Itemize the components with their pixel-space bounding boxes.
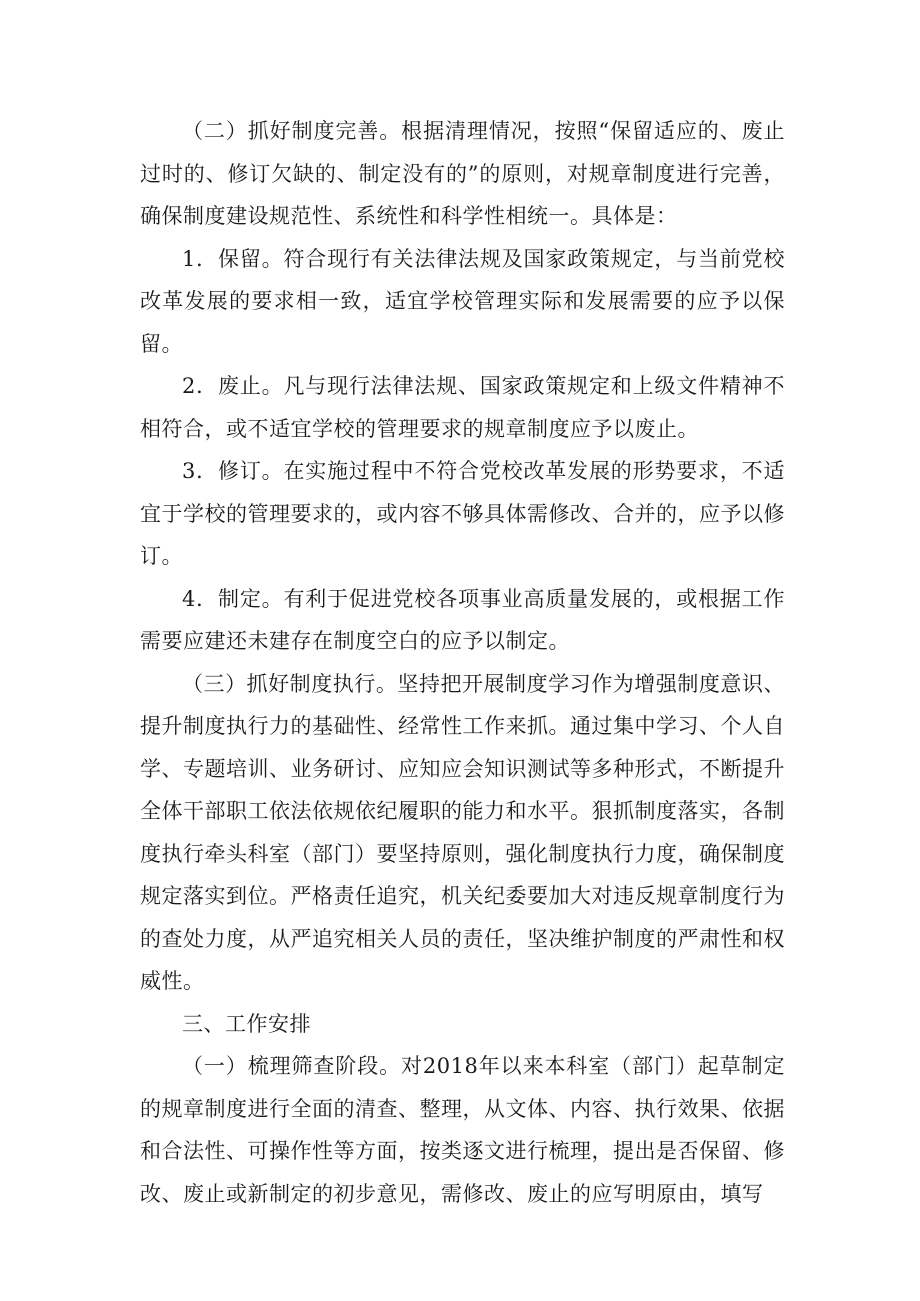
paragraph-item-retain: 1．保留。符合现行有关法律法规及国家政策规定，与当前党校改革发展的要求相一致，适宜学校管理实际和发展需要的应予以保留。 bbox=[140, 246, 785, 356]
paragraph-system-execution: （三）抓好制度执行。坚持把开展制度学习作为增强制度意识、提升制度执行力的基础性、经常性工作来抓。通过集中学习、个人自学、专题培训、业务研讨、应知应会知识测试等多种形式，不断提升全体干部职工依法依规依纪履职的能力和水平。狠抓制度落实，各制度执行牵头科室（部门）要坚持原则，强化制度执行力度，确保制度规定落实到位。严格责任追究，机关纪委要加大对违反规章制度行为的查处力度，从严追究相关人员的责任，坚决维护制度的严肃性和权威性。 bbox=[140, 671, 785, 993]
section-heading-work-arrangement: 三、工作安排 bbox=[182, 1011, 311, 1036]
paragraph-item-formulate: 4．制定。有利于促进党校各项事业高质量发展的，或根据工作需要应建还未建存在制度空白的应予以制定。 bbox=[140, 586, 785, 653]
paragraph-system-improvement: （二）抓好制度完善。根据清理情况，按照“保留适应的、废止过时的、修订欠缺的、制定没有的”的原则，对规章制度进行完善，确保制度建设规范性、系统性和科学性相统一。具体是： bbox=[140, 119, 785, 228]
document-body bbox=[140, 110, 785, 1215]
paragraph-screening-stage: （一）梳理筛查阶段。对2018年以来本科室（部门）起草制定的规章制度进行全面的清查、整理，从文体、内容、执行效果、依据和合法性、可操作性等方面，按类逐文进行梳理，提出是否保留、修改、废止或新制定的初步意见，需修改、废止的应写明原由，填写 bbox=[140, 1054, 785, 1206]
paragraph-item-abolish: 2．废止。凡与现行法律法规、国家政策规定和上级文件精神不相符合，或不适宜学校的管理要求的规章制度应予以废止。 bbox=[140, 374, 785, 441]
paragraph-item-revise: 3．修订。在实施过程中不符合党校改革发展的形势要求，不适宜于学校的管理要求的，或内容不够具体需修改、合并的，应予以修订。 bbox=[140, 459, 785, 568]
